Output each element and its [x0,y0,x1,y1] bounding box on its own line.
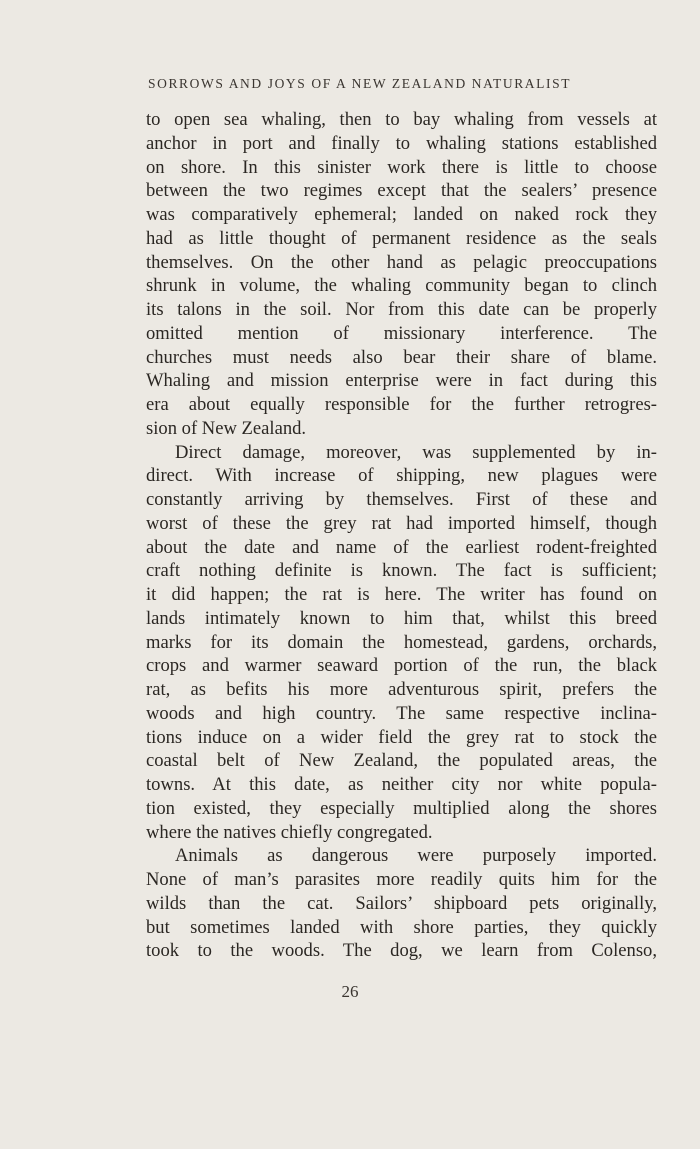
text-line: shrunk in volume, the whaling community began to clinch [146,275,657,297]
text-line: about the date and name of the earliest rodent-freighted [146,536,657,558]
text-line: towns. At this date, as neither city nor white popula- [146,774,657,795]
text-line: churches must needs also bear their share of blame. [146,346,657,368]
text-line: craft nothing definite is known. The fact is sufficient; [146,560,657,582]
text-line: wilds than the cat. Sailors’ shipboard pets originally, [146,892,657,914]
text-line: it did happen; the rat is here. The writer has found on [146,584,657,605]
body-text [146,108,657,963]
text-line: Direct damage, moreover, was supplemented by in- [175,441,657,463]
text-line: between the two regimes except that the sealers’ presence [146,180,657,202]
text-line: Whaling and mission enterprise were in fact during this [146,370,657,392]
text-line: sion of New Zealand. [146,417,307,439]
page-number: 26 [341,982,359,1001]
text-line: direct. With increase of shipping, new plagues were [146,465,657,487]
text-line: worst of these the grey rat had imported himself, though [146,512,657,534]
text-line: Animals as dangerous were purposely imported. [175,845,657,867]
text-line: rat, as befits his more adventurous spirit, prefers the [146,679,657,700]
paragraph [146,108,657,441]
text-line: its talons in the soil. Nor from this date can be properly [146,299,657,320]
text-line: tions induce on a wider field the grey rat to stock the [146,726,657,748]
text-line: tion existed, they especially multiplied along the shores [146,797,657,819]
text-line: constantly arriving by themselves. First of these and [146,489,657,510]
text-line: omitted mention of missionary interference. The [146,322,657,344]
text-line: woods and high country. The same respective inclina- [146,702,657,724]
paragraph [146,441,657,845]
text-line: None of man’s parasites more readily quits him for the [146,869,657,890]
text-line: lands intimately known to him that, whilst this breed [146,607,657,629]
text-line: themselves. On the other hand as pelagic preoccupations [146,251,657,273]
text-line: took to the woods. The dog, we learn from Colenso, [146,940,657,962]
text-line: on shore. In this sinister work there is little to choose [146,156,657,178]
text-line: to open sea whaling, then to bay whaling from vessels at [146,109,657,130]
text-line: era about equally responsible for the further retrogres- [146,394,657,415]
text-line: but sometimes landed with shore parties, they quickly [146,916,657,938]
text-line: was comparatively ephemeral; landed on naked rock they [146,204,657,225]
paragraph [146,844,657,963]
text-line: had as little thought of permanent residence as the seals [146,227,657,249]
text-line: crops and warmer seaward portion of the run, the black [146,655,657,677]
text-line: coastal belt of New Zealand, the populated areas, the [146,750,657,772]
text-line: marks for its domain the homestead, gardens, orchards, [146,631,657,653]
text-line: anchor in port and finally to whaling stations established [146,132,657,154]
text-line: where the natives chiefly congregated. [146,821,433,843]
running-head: SORROWS AND JOYS OF A NEW ZEALAND NATURALIST [148,76,572,91]
